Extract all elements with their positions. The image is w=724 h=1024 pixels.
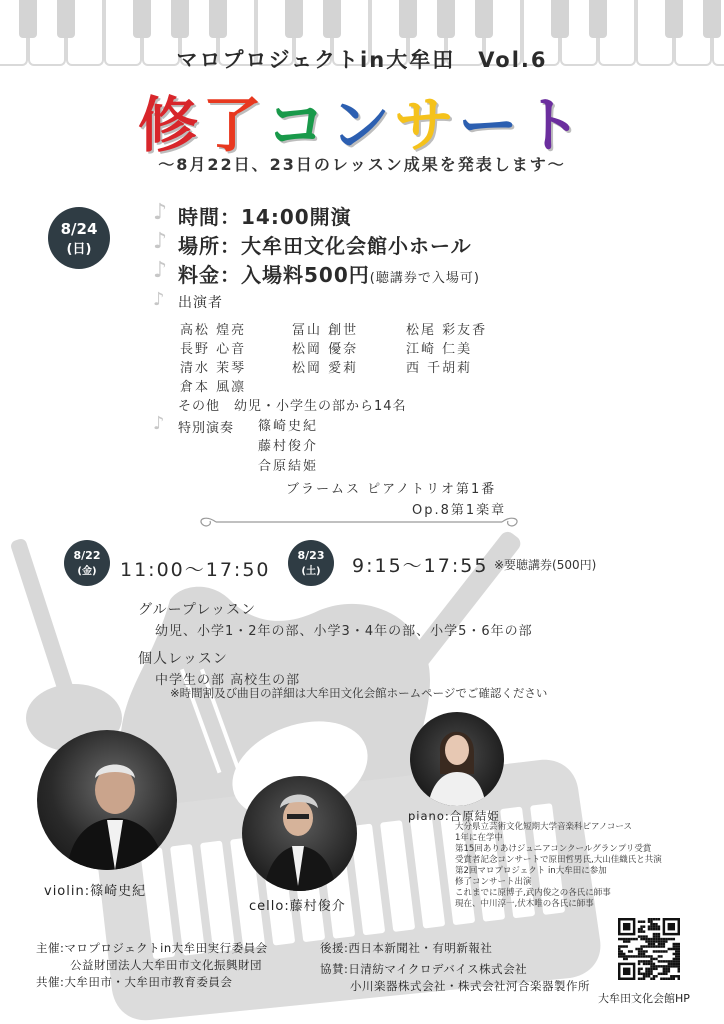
black-key — [437, 0, 455, 38]
black-key — [703, 0, 721, 38]
concert-weekday: (日) — [66, 241, 92, 257]
concert-place: 場所：大牟田文化会館小ホール — [178, 234, 472, 258]
individual-lesson-heading: 個人レッスン — [138, 651, 228, 667]
performer-name: 松尾 彩友香 — [406, 323, 488, 338]
performers-heading: 出演者 — [178, 295, 223, 311]
performer-name — [406, 376, 520, 395]
special-performer: 藤村俊介 — [258, 439, 319, 454]
lesson-day1-badge — [64, 540, 110, 586]
performer-name — [292, 376, 406, 395]
profile-line: 修了コンサート出演 — [455, 877, 532, 887]
lesson-day2-time: 9:15〜17:55 — [352, 555, 489, 577]
special-performers — [258, 417, 318, 477]
co-label: 共催: — [36, 975, 65, 989]
lesson-day1-date: 8/22 — [73, 549, 101, 562]
others-note: その他 幼児・小学生の部から14名 — [178, 399, 407, 414]
profile-line: 1年に在学中 — [455, 833, 503, 843]
black-key — [399, 0, 417, 38]
profile-line: 第2回マロプロジェクト in大牟田に参加 — [455, 866, 607, 876]
piano-caption: piano:合原結姫 — [408, 809, 500, 823]
piece-title: ブラームス ピアノトリオ第1番 — [286, 482, 497, 497]
special-performer: 合原結姫 — [258, 459, 319, 474]
black-key — [209, 0, 227, 38]
music-note-icon: ♪ — [153, 258, 168, 283]
profile-line: 第15回ありあけジュニアコンクールグランプリ受賞 — [455, 844, 652, 854]
piece-movement: Op.8第1楽章 — [412, 503, 507, 518]
black-key — [133, 0, 151, 38]
black-key — [285, 0, 303, 38]
violin-caption: violin:篠崎史紀 — [44, 884, 147, 899]
profile-line: 大分県立芸術文化短期大学音楽科ピアノコース — [455, 822, 632, 832]
group-lesson-detail: 幼児、小学1・2年の部、小学3・4年の部、小学5・6年の部 — [155, 624, 533, 639]
performer-name: 松岡 愛莉 — [292, 361, 359, 376]
title-char: ン — [330, 91, 394, 161]
music-note-icon: ♪ — [153, 229, 168, 254]
performer-name: 江崎 仁美 — [406, 342, 473, 357]
lesson-day1-time: 11:00〜17:50 — [120, 559, 271, 581]
sponsor-label: 協賛: — [320, 962, 349, 976]
title-char: サ — [394, 91, 458, 161]
lesson-day1-weekday: (金) — [77, 566, 97, 577]
black-key — [589, 0, 607, 38]
special-heading: 特別演奏 — [178, 421, 235, 436]
black-key — [171, 0, 189, 38]
violin-artist-photo — [37, 730, 177, 870]
title-char: 修 — [138, 91, 202, 161]
support-label: 後援: — [320, 941, 349, 955]
title-char: 了 — [202, 91, 266, 161]
title-char: コ — [266, 91, 330, 161]
host-2: 公益財団法人大牟田市文化振興財団 — [70, 958, 262, 972]
piano-profile — [455, 822, 720, 910]
individual-lesson-detail: 中学生の部 高校生の部 — [155, 673, 301, 688]
ornament-divider — [196, 515, 522, 529]
ticket-note: ※要聴講券(500円) — [494, 558, 597, 572]
title-char: ト — [522, 91, 586, 161]
music-note-icon: ♪ — [153, 200, 168, 225]
performer-row — [180, 376, 520, 395]
qr-label: 大牟田文化会館HP — [598, 992, 690, 1005]
tagline: 〜8月22日、23日のレッスン成果を発表します〜 — [158, 155, 566, 174]
event-subtitle: マロプロジェクトin大牟田 Vol.6 — [176, 48, 548, 72]
performer-name: 長野 心音 — [180, 342, 247, 357]
host-label: 主催: — [36, 941, 65, 955]
performer-row — [180, 357, 520, 376]
schedule-notice: ※時間割及び曲目の詳細は大牟田文化会館ホームページでご確認ください — [170, 686, 548, 700]
group-lesson-heading: グループレッスン — [138, 602, 257, 618]
concert-date: 8/24 — [60, 219, 98, 238]
performer-name: 清水 茉琴 — [180, 361, 247, 376]
concert-time: 時間：14:00開演 — [178, 205, 352, 229]
sponsor-2: 小川楽器株式会社・株式会社河合楽器製作所 — [350, 979, 590, 993]
host-block — [36, 940, 268, 991]
profile-line: これまでに原博子,武内俊之の各氏に師事 — [455, 888, 611, 898]
sponsor-block — [320, 940, 590, 995]
performer-name: 冨山 創世 — [292, 323, 359, 338]
black-key — [57, 0, 75, 38]
performer-name: 西 千胡莉 — [406, 361, 473, 376]
lesson-day2-weekday: (土) — [301, 566, 321, 577]
title-char: ー — [458, 91, 522, 161]
host-1: マロプロジェクトin大牟田実行委員会 — [64, 941, 268, 955]
lesson-day2-date: 8/23 — [297, 549, 325, 562]
black-key — [475, 0, 493, 38]
lesson-day2-badge — [288, 540, 334, 586]
special-performer: 篠崎史紀 — [258, 419, 319, 434]
sponsor-1: 日清紡マイクロデバイス株式会社 — [348, 962, 528, 976]
performer-row — [180, 338, 520, 357]
music-note-icon: ♪ — [153, 413, 165, 434]
concert-fee — [178, 259, 480, 288]
concert-fee-note: (聴講券で入場可) — [369, 271, 480, 286]
music-note-icon: ♪ — [153, 289, 165, 310]
cello-caption: cello:藤村俊介 — [249, 899, 346, 914]
profile-line: 受賞者記念コンサートで原田哲男氏,大山佳織氏と共演 — [455, 855, 662, 865]
performers-list — [180, 319, 520, 395]
piano-artist-photo — [410, 712, 504, 806]
black-key — [323, 0, 341, 38]
concert-fee-text: 料金：入場料500円 — [178, 263, 370, 287]
black-key — [551, 0, 569, 38]
co-host: 大牟田市・大牟田市教育委員会 — [64, 975, 233, 989]
performer-name: 松岡 優奈 — [292, 342, 359, 357]
qr-code[interactable] — [618, 918, 680, 980]
performer-name: 高松 煌亮 — [180, 323, 247, 338]
performer-name: 倉本 風凛 — [180, 380, 247, 395]
black-key — [19, 0, 37, 38]
profile-line: 現在、中川淳一,伏木唯の各氏に師事 — [455, 899, 594, 909]
concert-date-badge — [48, 207, 110, 269]
performer-row — [180, 319, 520, 338]
support: 西日本新聞社・有明新報社 — [348, 941, 493, 955]
cello-artist-photo — [242, 776, 357, 891]
black-key — [665, 0, 683, 38]
